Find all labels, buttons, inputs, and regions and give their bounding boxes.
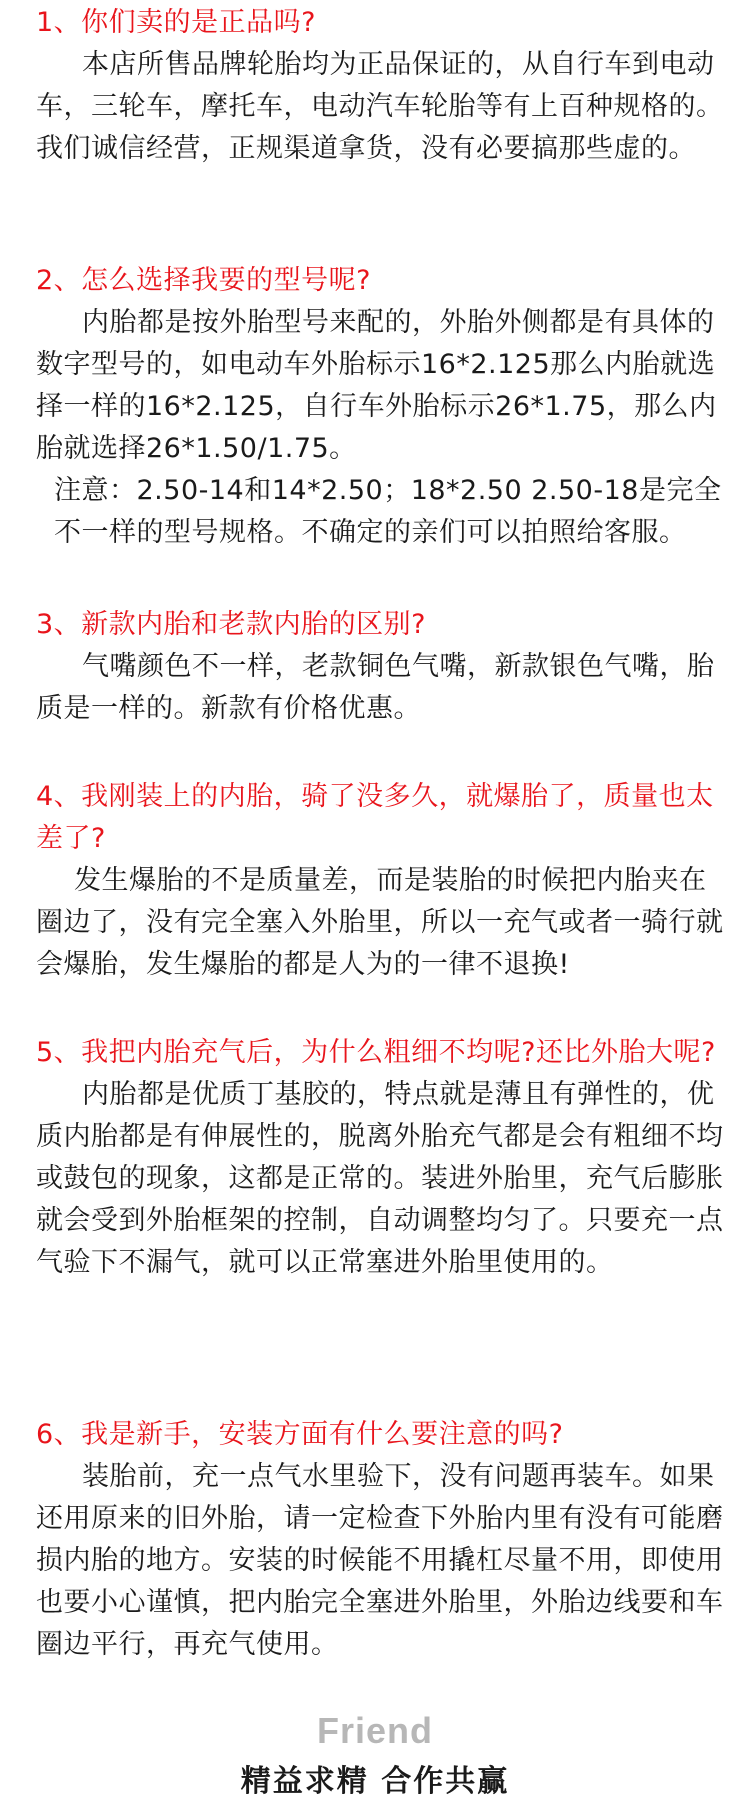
faq-item-5 bbox=[36, 1032, 726, 1284]
faq-answer-3: 气嘴颜色不一样，老款铜色气嘴，新款银色气嘴，胎质是一样的。新款有价格优惠。 bbox=[36, 651, 715, 724]
faq-item-1 bbox=[36, 2, 726, 170]
faq-question-4: 4、我刚装上的内胎，骑了没多久，就爆胎了，质量也太差了? bbox=[36, 781, 714, 854]
brand-logo-text: Friend bbox=[316, 1710, 433, 1751]
faq-question-6: 6、我是新手，安装方面有什么要注意的吗? bbox=[36, 1419, 564, 1450]
faq-item-2 bbox=[36, 260, 726, 554]
faq-question-5: 5、我把内胎充气后，为什么粗细不均呢?还比外胎大呢? bbox=[36, 1037, 716, 1068]
faq-question-1: 1、你们卖的是正品吗? bbox=[36, 7, 317, 38]
slogan: 精益求精 合作共赢 bbox=[240, 1764, 510, 1799]
faq-question-3: 3、新款内胎和老款内胎的区别? bbox=[36, 609, 427, 640]
faq-item-4 bbox=[36, 776, 726, 986]
faq-item-6 bbox=[36, 1414, 726, 1666]
faq-answer-1: 本店所售品牌轮胎均为正品保证的，从自行车到电动车，三轮车，摩托车，电动汽车轮胎等有上百种规格的。我们诚信经营，正规渠道拿货，没有必要搞那些虚的。 bbox=[36, 49, 724, 164]
faq-question-2: 2、怎么选择我要的型号呢? bbox=[36, 265, 372, 296]
faq-note-2: 注意：2.50-14和14*2.50；18*2.50 2.50-18是完全不一样的型号规格。不确定的亲们可以拍照给客服。 bbox=[54, 475, 722, 548]
faq-answer-2: 内胎都是按外胎型号来配的，外胎外侧都是有具体的数字型号的，如电动车外胎标示16*2.125那么内胎就选择一样的16*2.125，自行车外胎标示26*1.75，那么内胎就选择26*1.50/1.75。 bbox=[36, 307, 717, 464]
faq-answer-4: 发生爆胎的不是质量差，而是装胎的时候把内胎夹在圈边了，没有完全塞入外胎里，所以一充气或者一骑行就会爆胎，发生爆胎的都是人为的一律不退换! bbox=[36, 865, 724, 980]
faq-item-3 bbox=[36, 604, 726, 730]
faq-answer-5: 内胎都是优质丁基胶的，特点就是薄且有弹性的，优质内胎都是有伸展性的，脱离外胎充气都是会有粗细不均或鼓包的现象，这都是正常的。装进外胎里，充气后膨胀就会受到外胎框架的控制，自动调整均匀了。只要充一点气验下不漏气，就可以正常塞进外胎里使用的。 bbox=[36, 1079, 724, 1278]
faq-answer-6: 装胎前，充一点气水里验下，没有问题再装车。如果还用原来的旧外胎，请一定检查下外胎内里有没有可能磨损内胎的地方。安装的时候能不用撬杠尽量不用，即使用也要小心谨慎，把内胎完全塞进外胎里，外胎边线要和车圈边平行，再充气使用。 bbox=[36, 1461, 724, 1660]
